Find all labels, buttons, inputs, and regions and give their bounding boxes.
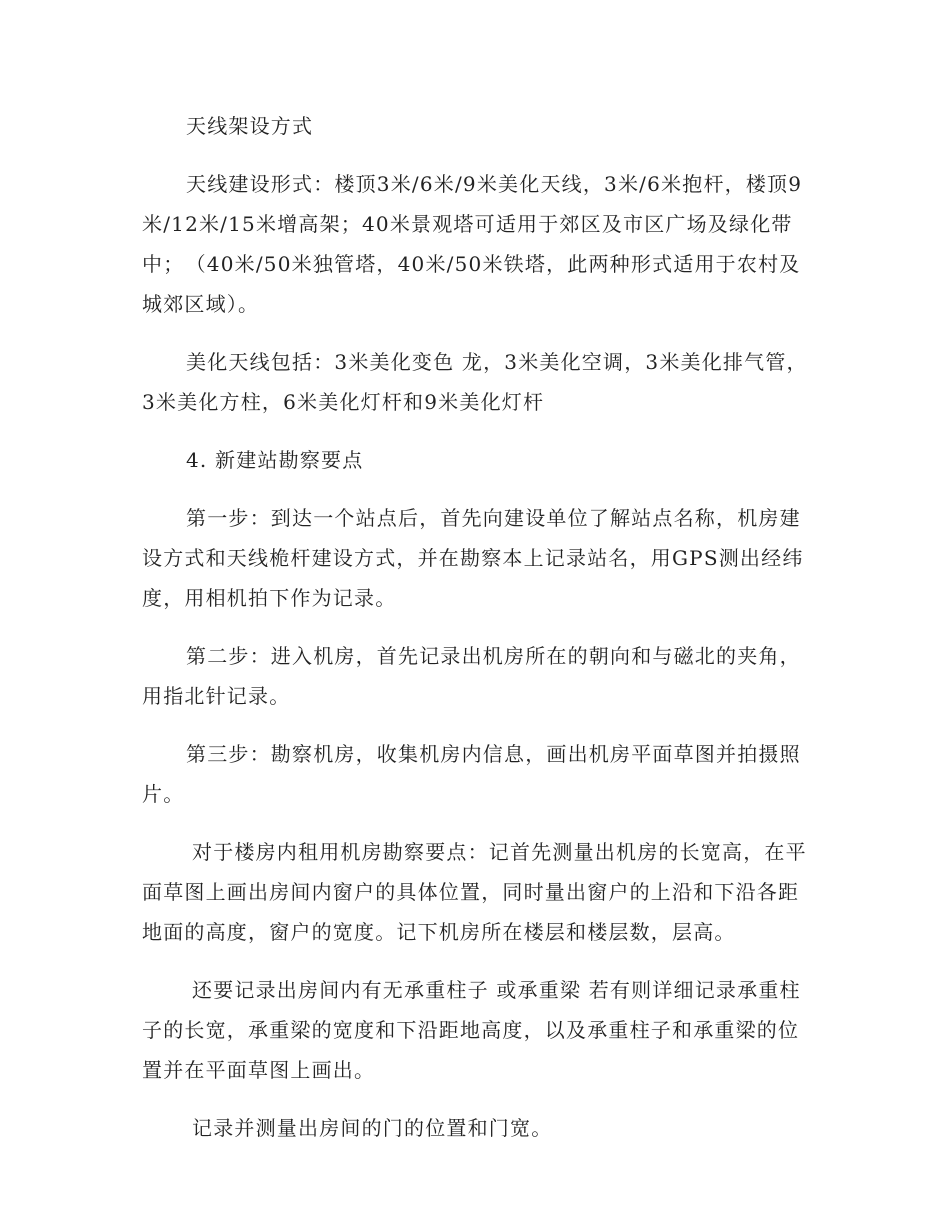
section-heading-antenna-mounting: 天线架设方式 bbox=[186, 114, 314, 138]
paragraph-step-two: 第二步：进入机房，首先记录出机房所在的朝向和与磁北的夹角，用指北针记录。 bbox=[142, 644, 801, 708]
paragraph-rented-room-survey: 对于楼房内租用机房勘察要点：记首先测量出机房的长宽高，在平面草图上画出房间内窗户的具体位置，同时量出窗户的上沿和下沿各距地面的高度，窗户的宽度。记下机房所在楼层和楼层数，层高。 bbox=[142, 840, 807, 944]
paragraph-step-three: 第三步：勘察机房，收集机房内信息，画出机房平面草图并拍摄照片。 bbox=[142, 742, 801, 806]
paragraph-load-bearing-columns: 还要记录出房间内有无承重柱子 或承重梁 若有则详细记录承重柱子的长宽，承重梁的宽度和下沿距地高度，以及承重柱子和承重梁的位置并在平面草图上画出。 bbox=[142, 978, 801, 1082]
paragraph-door-measurement: 记录并测量出房间的门的位置和门宽。 bbox=[192, 1116, 553, 1140]
paragraph-antenna-construction-forms: 天线建设形式：楼顶3米/6米/9米美化天线，3米/6米抱杆，楼顶9米/12米/15米增高架；40米景观塔可适用于郊区及市区广场及绿化带中； （40米/50米独管塔，40米/50米铁塔，此两种形式适用于农村及城郊区域）。 bbox=[142, 172, 803, 316]
paragraph-beautified-antennas: 美化天线包括：3米美化变色 龙，3米美化空调，3米美化排气管，3米美化方柱，6米美化灯杆和9米美化灯杆 bbox=[142, 350, 808, 414]
section-heading-new-site-survey: 4. 新建站勘察要点 bbox=[186, 448, 364, 472]
paragraph-step-one: 第一步：到达一个站点后，首先向建设单位了解站点名称，机房建设方式和天线桅杆建设方式，并在勘察本上记录站名，用GPS测出经纬度，用相机拍下作为记录。 bbox=[142, 506, 804, 610]
